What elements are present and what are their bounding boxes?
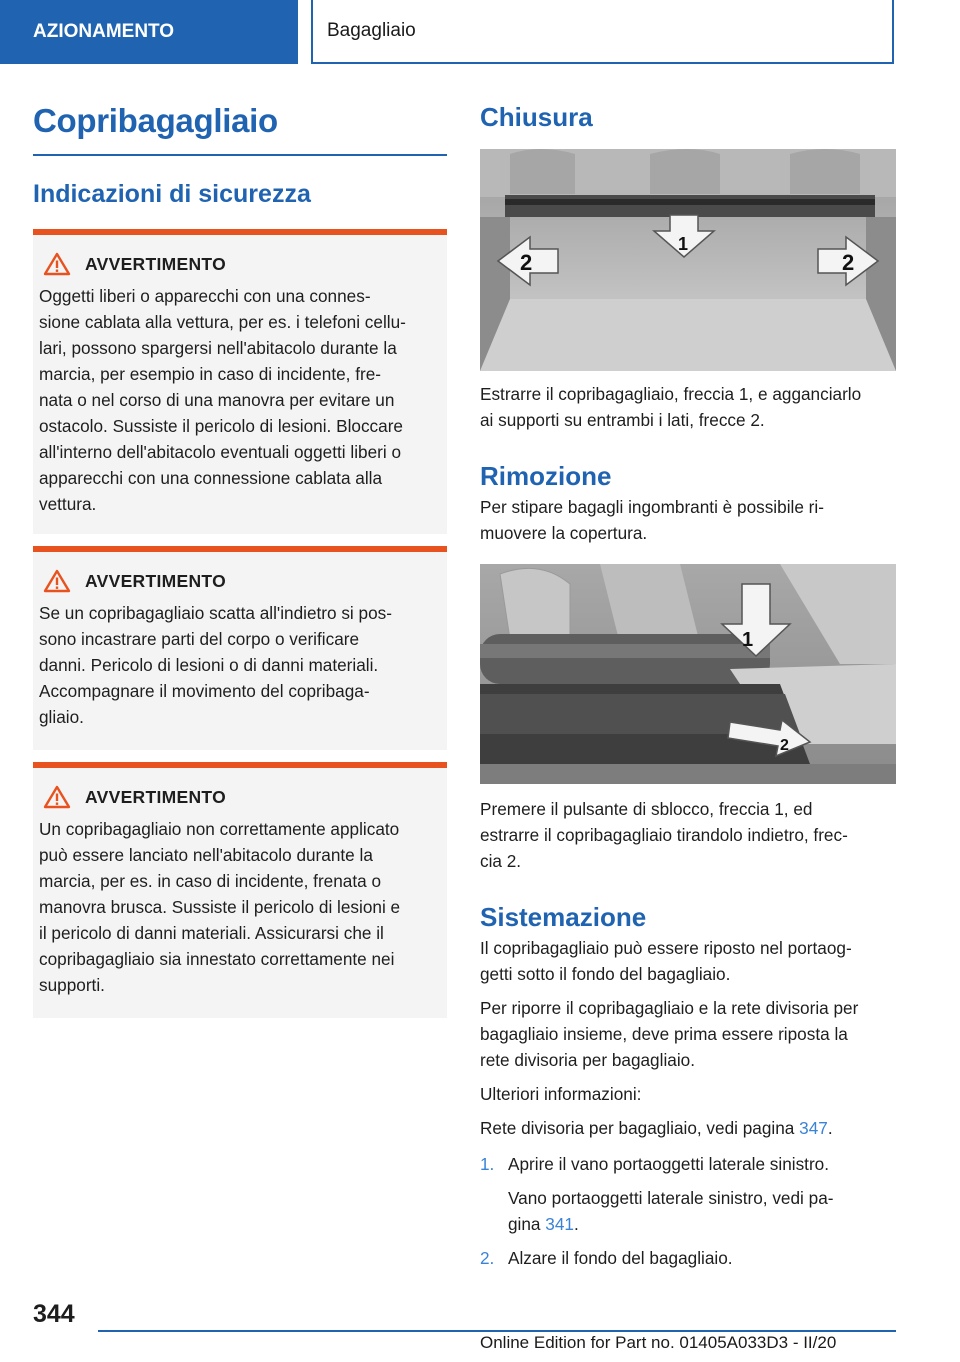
left-column	[33, 102, 447, 1018]
warning-text-line: nata o nel corso di una manovra per evitare un	[39, 390, 395, 410]
body-line: bagagliaio insieme, deve prima essere riposta la	[480, 1024, 848, 1044]
right-column	[480, 102, 896, 1271]
figure-label: 1	[742, 629, 754, 651]
body-line: Per stipare bagagli ingombranti è possibile ri-	[480, 497, 824, 517]
body-line: estrarre il copribagagliaio tirandolo indietro, frec-	[480, 825, 848, 845]
page-link[interactable]: 347	[799, 1118, 828, 1138]
body-line: rete divisoria per bagagliaio.	[480, 1050, 695, 1070]
step-note	[508, 1185, 896, 1237]
warning-box	[33, 229, 447, 534]
list-item	[480, 1151, 896, 1177]
warning-text-line: il pericolo di danni materiali. Assicurarsi che il	[39, 923, 384, 943]
section-title-sistemazione: Sistemazione	[480, 902, 647, 932]
warning-text	[39, 600, 439, 730]
warning-header	[39, 564, 439, 598]
warning-text-line: Un copribagagliaio non correttamente applicato	[39, 819, 400, 839]
figure-label: 1	[678, 234, 689, 254]
storage-paragraph-1	[480, 935, 896, 987]
step-text: Aprire il vano portaoggetti laterale sinistro.	[508, 1154, 829, 1174]
cross-reference-text: Rete divisoria per bagagliaio, vedi pagina	[480, 1118, 800, 1138]
step-note-text: gina	[508, 1214, 546, 1234]
warning-text-line: sono incastrare parti del corpo o verificare	[39, 629, 360, 649]
body-line: Il copribagagliaio può essere riposto nel portaog-	[480, 938, 852, 958]
step-number: 2.	[480, 1248, 495, 1268]
section-title-chiusura: Chiusura	[480, 102, 593, 132]
further-info-label: Ulteriori informazioni:	[480, 1084, 642, 1104]
warning-text-line: copribagagliaio sia innestato correttamente nei	[39, 949, 395, 969]
footer-divider	[98, 1330, 896, 1332]
body-line: muovere la copertura.	[480, 523, 648, 543]
page-link[interactable]: 341	[545, 1214, 574, 1234]
warning-text-line: danni. Pericolo di lesioni o di danni materiali.	[39, 655, 379, 675]
warning-triangle-icon	[43, 785, 71, 809]
warning-text-line: Oggetti liberi o apparecchi con una connes-	[39, 286, 371, 306]
page-title: Copribagagliaio	[33, 102, 447, 156]
warning-text-line: Accompagnare il movimento del copribaga-	[39, 681, 370, 701]
warning-text-line: all'interno dell'abitacolo eventuali oggetti liberi o	[39, 442, 402, 462]
step-number: 1.	[480, 1154, 495, 1174]
section-tab: AZIONAMENTO	[0, 0, 298, 64]
warning-box	[33, 546, 447, 750]
warning-text-line: lari, possono spargersi nell'abitacolo durante la	[39, 338, 397, 358]
warning-heading: AVVERTIMENTO	[85, 787, 227, 807]
warning-header	[39, 780, 439, 814]
storage-paragraph-2	[480, 995, 896, 1073]
body-line: Premere il pulsante di sblocco, freccia 1, ed	[480, 799, 813, 819]
body-line: cia 2.	[480, 851, 522, 871]
warning-triangle-icon	[43, 252, 71, 276]
removal-figure	[480, 564, 896, 784]
body-line: Vano portaoggetti laterale sinistro, vedi pa-	[508, 1188, 834, 1208]
warning-text	[39, 283, 439, 517]
warning-text-line: supporti.	[39, 975, 105, 995]
body-line	[508, 1211, 896, 1237]
section-title-rimozione: Rimozione	[480, 461, 612, 491]
cross-reference	[480, 1115, 896, 1141]
list-item	[480, 1245, 896, 1271]
body-line: Estrarre il copribagagliaio, freccia 1, e agganciarlo	[480, 384, 862, 404]
punctuation: .	[573, 1214, 579, 1234]
warning-text-line: apparecchi con una connessione cablata alla	[39, 468, 383, 488]
warning-text-line: marcia, per esempio in caso di incidente, fre-	[39, 364, 381, 384]
figure-label: 2	[842, 250, 855, 275]
removal-text	[480, 796, 896, 874]
safety-subtitle: Indicazioni di sicurezza	[33, 180, 311, 208]
warning-triangle-icon	[43, 569, 71, 593]
warning-text-line: Se un copribagagliaio scatta all'indietro si pos-	[39, 603, 392, 623]
edition-note: Online Edition for Part no. 01405A033D3 - II/20	[480, 1333, 837, 1352]
warning-box	[33, 762, 447, 1018]
body-line: ai supporti su entrambi i lati, frecce 2.	[480, 410, 765, 430]
warning-text-line: sione cablata alla vettura, per es. i telefoni cellu-	[39, 312, 406, 332]
figure-label: 2	[780, 737, 789, 754]
chapter-title: Bagagliaio	[311, 0, 894, 64]
warning-text-line: ostacolo. Sussiste il pericolo di lesioni. Bloccare	[39, 416, 403, 436]
step-text: Alzare il fondo del bagagliaio.	[508, 1248, 733, 1268]
warning-text-line: gliaio.	[39, 707, 84, 727]
warning-text-line: marcia, per es. in caso di incidente, frenata o	[39, 871, 382, 891]
page-number: 344	[33, 1300, 75, 1328]
body-line: Per riporre il copribagagliaio e la rete divisoria per	[480, 998, 859, 1018]
warning-text-line: può essere lanciato nell'abitacolo durante la	[39, 845, 373, 865]
warning-header	[39, 247, 439, 281]
warning-text	[39, 816, 439, 998]
warning-text-line: manovra brusca. Sussiste il pericolo di lesioni e	[39, 897, 401, 917]
punctuation: .	[827, 1118, 833, 1138]
warning-heading: AVVERTIMENTO	[85, 254, 227, 274]
closing-text	[480, 381, 896, 433]
steps-list	[480, 1151, 896, 1271]
body-line: getti sotto il fondo del bagagliaio.	[480, 964, 731, 984]
warning-heading: AVVERTIMENTO	[85, 571, 227, 591]
removal-intro	[480, 494, 896, 546]
closing-figure	[480, 149, 896, 371]
warning-text-line: vettura.	[39, 494, 97, 514]
figure-label: 2	[520, 250, 533, 275]
